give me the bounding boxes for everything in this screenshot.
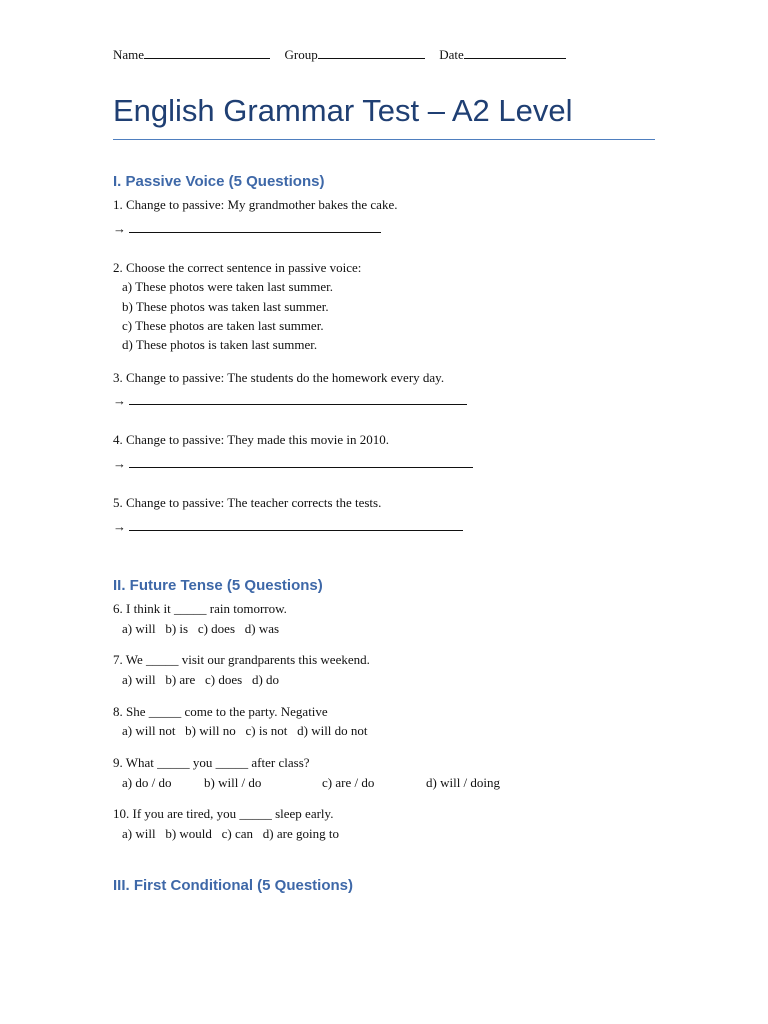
q9-option-c[interactable]: c) are / do (322, 775, 375, 790)
question-10: 10. If you are tired, you _____ sleep early. (113, 806, 334, 821)
student-info-line (113, 47, 566, 63)
question-6: 6. I think it _____ rain tomorrow. (113, 601, 287, 616)
group-label: Group (284, 47, 318, 62)
question-4: 4. Change to passive: They made this movie in 2010. (113, 432, 389, 447)
date-blank[interactable] (464, 48, 566, 59)
question-2: 2. Choose the correct sentence in passive voice: (113, 260, 362, 275)
q2-option-d[interactable]: d) These photos is taken last summer. (122, 337, 318, 352)
answer-line-3[interactable] (113, 393, 467, 409)
group-blank[interactable] (318, 48, 425, 59)
q9-option-a[interactable]: a) do / do (122, 775, 172, 790)
question-1: 1. Change to passive: My grandmother bakes the cake. (113, 197, 398, 212)
answer-line-4[interactable] (113, 456, 473, 472)
q9-option-d[interactable]: d) will / doing (426, 775, 501, 790)
answer-line-1[interactable] (113, 221, 381, 237)
name-blank[interactable] (144, 48, 270, 59)
answer-line-5[interactable] (113, 519, 463, 535)
question-3: 3. Change to passive: The students do the homework every day. (113, 370, 445, 385)
q10-options[interactable]: a) will b) would c) can d) are going to (122, 826, 339, 841)
q6-options[interactable]: a) will b) is c) does d) was (122, 621, 280, 636)
q7-options[interactable]: a) will b) are c) does d) do (122, 672, 280, 687)
name-label: Name (113, 47, 145, 62)
arrow-icon: → (113, 221, 126, 236)
q9-option-b[interactable]: b) will / do (204, 775, 262, 790)
section-heading-passive: I. Passive Voice (5 Questions) (113, 173, 325, 190)
date-label: Date (439, 47, 464, 62)
question-8: 8. She _____ come to the party. Negative (113, 704, 328, 719)
question-7: 7. We _____ visit our grandparents this weekend. (113, 652, 370, 667)
section-heading-future: II. Future Tense (5 Questions) (113, 577, 323, 594)
arrow-icon: → (113, 393, 126, 408)
arrow-icon: → (113, 456, 126, 471)
section-heading-conditional: III. First Conditional (5 Questions) (113, 877, 354, 894)
page-title: English Grammar Test – A2 Level (113, 93, 573, 128)
question-5: 5. Change to passive: The teacher corrects the tests. (113, 495, 382, 510)
q2-option-b[interactable]: b) These photos was taken last summer. (122, 299, 329, 314)
q2-option-a[interactable]: a) These photos were taken last summer. (122, 279, 333, 294)
q8-options[interactable]: a) will not b) will no c) is not d) will do not (122, 723, 368, 738)
q2-option-c[interactable]: c) These photos are taken last summer. (122, 318, 324, 333)
arrow-icon: → (113, 519, 126, 534)
title-divider (113, 139, 655, 140)
question-9: 9. What _____ you _____ after class? (113, 755, 310, 770)
